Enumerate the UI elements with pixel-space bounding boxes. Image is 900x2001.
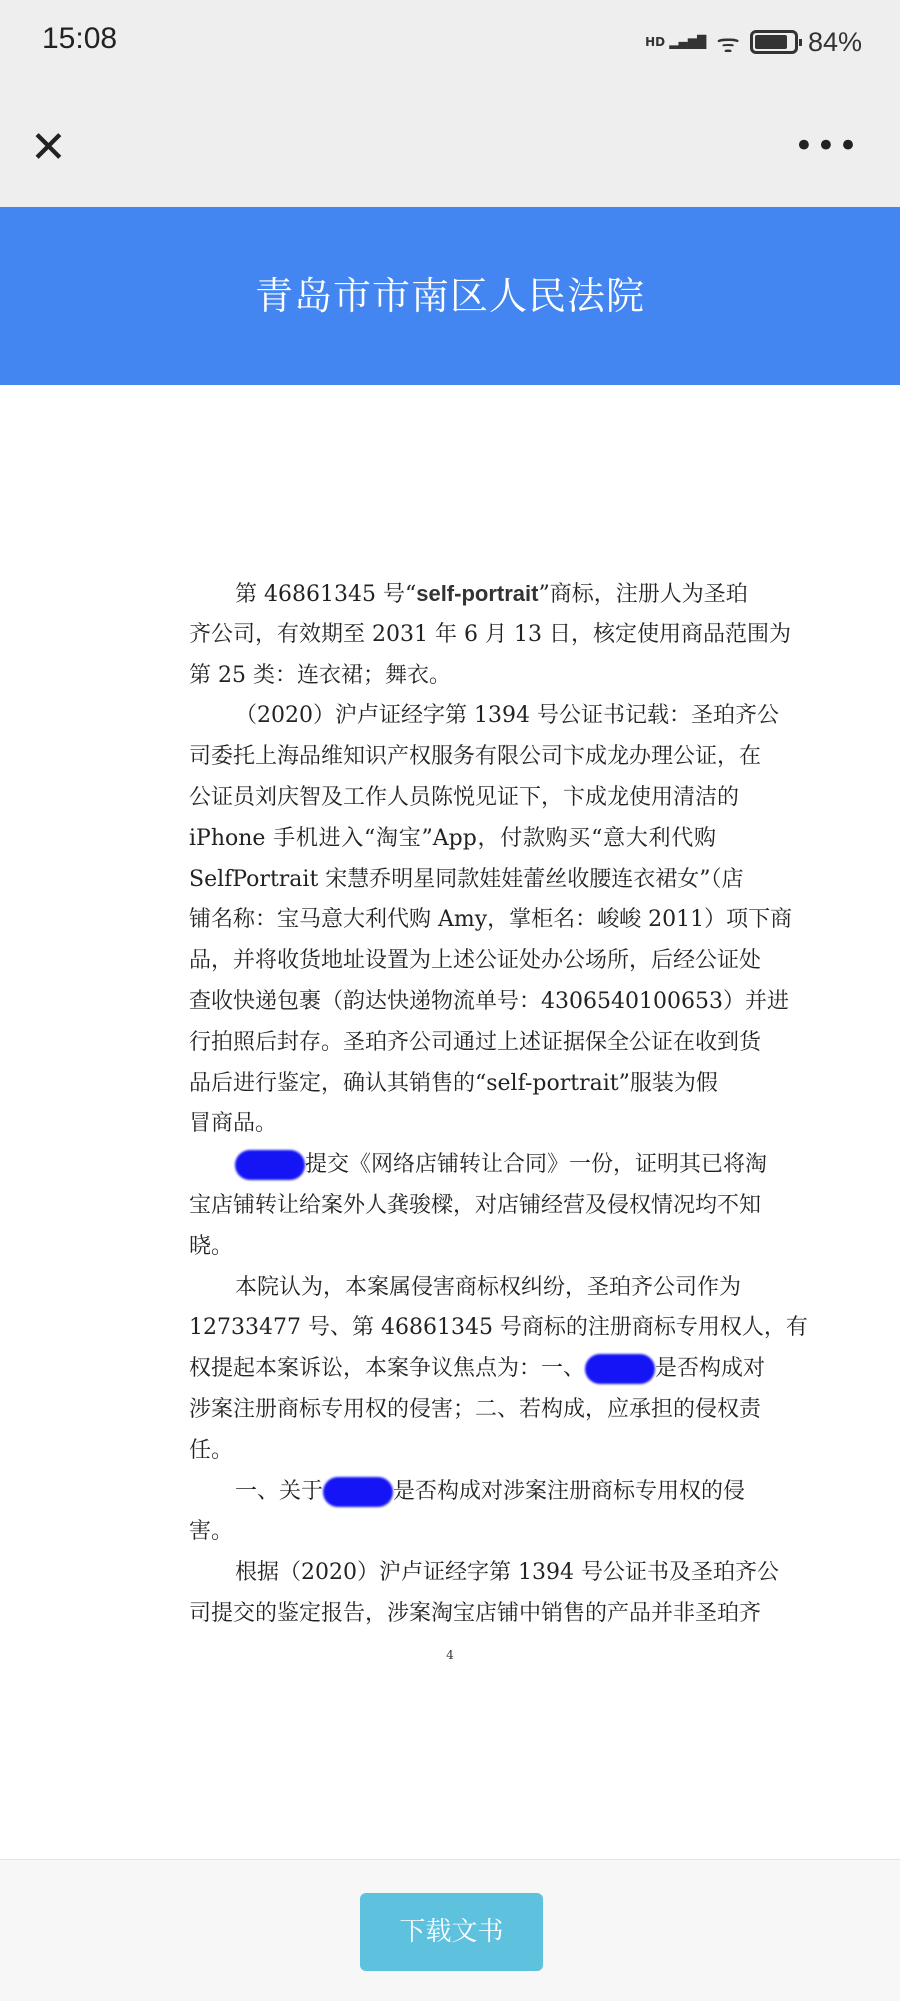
doc-line: 行拍照后封存。圣珀齐公司通过上述证据保全公证在收到货 bbox=[189, 1029, 762, 1055]
doc-line: （2020）沪卢证经字第 1394 号公证书记载：圣珀齐公 bbox=[235, 703, 779, 729]
text: 是否构成对 bbox=[655, 1356, 766, 1382]
doc-line: 查收快递包裹（韵达快递物流单号：4306540100653）并进 bbox=[189, 988, 789, 1014]
doc-line: 涉案注册商标专用权的侵害；二、若构成，应承担的侵权责 bbox=[189, 1396, 762, 1422]
wifi-icon: ᯤ bbox=[716, 29, 740, 59]
network-label: HD bbox=[645, 35, 666, 49]
document-body bbox=[189, 574, 808, 1635]
text: 权提起本案诉讼，本案争议焦点为：一、 bbox=[189, 1356, 586, 1382]
doc-line: 晓。 bbox=[189, 1233, 234, 1259]
text: 提交《网络店铺转让合同》一份，证明其已将淘 bbox=[305, 1152, 768, 1178]
doc-line: 品，并将收货地址设置为上述公证处办公场所，后经公证处 bbox=[189, 948, 762, 974]
doc-line bbox=[189, 574, 748, 615]
text: 一、关于 bbox=[235, 1478, 324, 1504]
doc-line: 任。 bbox=[189, 1437, 234, 1463]
doc-line: iPhone 手机进入“淘宝”App，付款购买“意大利代购 bbox=[189, 825, 716, 851]
redaction-mark bbox=[323, 1477, 393, 1507]
trademark-logo: self-portrait bbox=[416, 581, 539, 606]
doc-line: 宝店铺转让给案外人龚骏樑，对店铺经营及侵权情况均不知 bbox=[189, 1192, 762, 1218]
nav-bar bbox=[0, 80, 900, 207]
battery-icon bbox=[750, 30, 798, 54]
close-icon[interactable]: ✕ bbox=[30, 122, 67, 173]
status-bar bbox=[0, 0, 900, 80]
doc-line: 根据（2020）沪卢证经字第 1394 号公证书及圣珀齐公 bbox=[235, 1560, 779, 1586]
doc-line: 本院认为，本案属侵害商标权纠纷，圣珀齐公司作为 bbox=[235, 1274, 742, 1300]
doc-line: 第 25 类：连衣裙；舞衣。 bbox=[189, 662, 451, 688]
doc-line: 害。 bbox=[189, 1519, 234, 1545]
doc-line: 铺名称：宝马意大利代购 Amy，掌柜名：峻峻 2011）项下商 bbox=[189, 907, 793, 933]
bottom-bar bbox=[0, 1859, 900, 2001]
doc-line bbox=[189, 1145, 768, 1186]
status-time: 15:08 bbox=[42, 22, 118, 55]
doc-line: 齐公司，有效期至 2031 年 6 月 13 日，核定使用商品范围为 bbox=[189, 621, 791, 647]
redaction-mark bbox=[585, 1354, 655, 1384]
more-icon[interactable]: ••• bbox=[793, 126, 860, 166]
doc-line bbox=[189, 1349, 766, 1390]
text: 第 46861345 号“ bbox=[235, 582, 417, 607]
battery-percent: 84% bbox=[807, 26, 862, 57]
signal-icon: HD ▂▄▆█ bbox=[645, 35, 707, 49]
doc-line: 公证员刘庆智及工作人员陈悦见证下，卞成龙使用清洁的 bbox=[189, 784, 740, 810]
doc-line: 12733477 号、第 46861345 号商标的注册商标专用权人，有 bbox=[189, 1315, 808, 1341]
doc-line: 品后进行鉴定，确认其销售的“self-portrait”服装为假 bbox=[189, 1070, 718, 1096]
text: ”商标，注册人为圣珀 bbox=[538, 582, 748, 607]
redaction-mark bbox=[235, 1150, 305, 1180]
page-title: 青岛市市南区人民法院 bbox=[0, 207, 900, 385]
doc-line bbox=[189, 1472, 746, 1513]
download-document-button[interactable]: 下载文书 bbox=[360, 1893, 543, 1971]
doc-line: 冒商品。 bbox=[189, 1111, 278, 1137]
doc-line: 司委托上海品维知识产权服务有限公司卞成龙办理公证，在 bbox=[189, 744, 762, 770]
doc-line: 司提交的鉴定报告，涉案淘宝店铺中销售的产品并非圣珀齐 bbox=[189, 1600, 762, 1626]
page-number: 4 bbox=[446, 1648, 454, 1662]
doc-line: SelfPortrait 宋慧乔明星同款娃娃蕾丝收腰连衣裙女”（店 bbox=[189, 866, 744, 892]
text: 是否构成对涉案注册商标专用权的侵 bbox=[393, 1478, 746, 1504]
status-icons bbox=[645, 24, 862, 60]
